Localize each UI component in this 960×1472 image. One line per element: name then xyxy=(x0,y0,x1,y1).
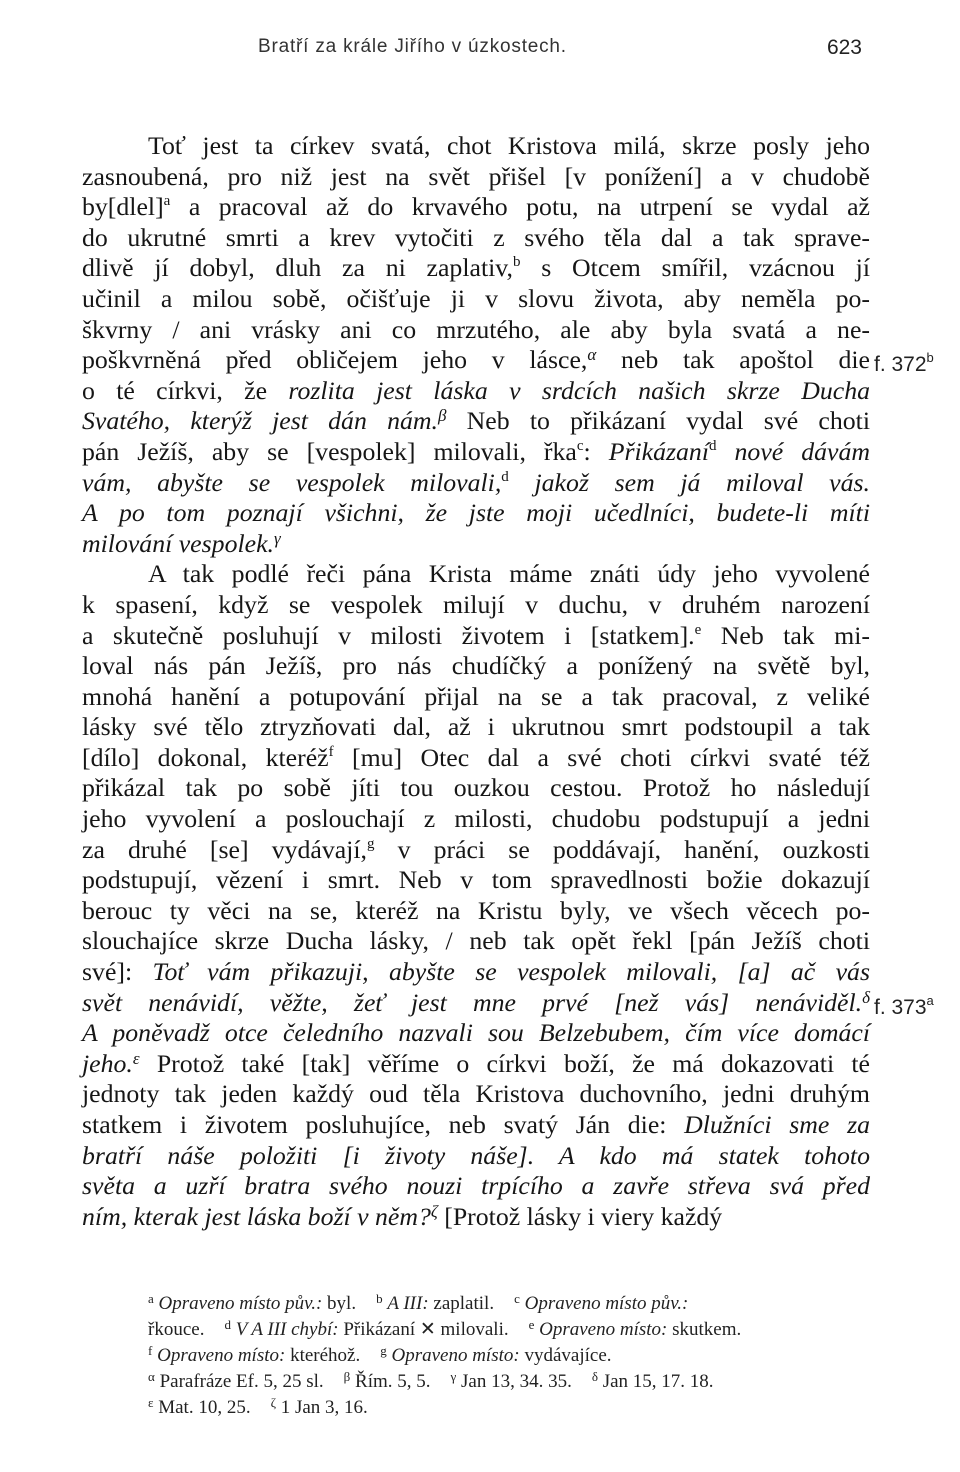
note-marker: α xyxy=(148,1369,155,1384)
text-run: své]: xyxy=(82,957,153,987)
text-line xyxy=(82,1141,870,1172)
text-line xyxy=(82,559,870,590)
text-run: Přikázaní xyxy=(608,436,710,466)
text-run: vydávajíce. xyxy=(519,1345,612,1366)
text-line xyxy=(82,498,870,529)
running-title: Bratří za krále Jiřího v úzkostech. xyxy=(258,36,567,57)
text-line xyxy=(82,376,870,407)
text-line xyxy=(82,988,870,1019)
text-run: berouc ty věci na se, kteréž na Kristu byly, ve všech věcech po- xyxy=(82,895,870,925)
footnote-line xyxy=(148,1317,888,1343)
text-line xyxy=(82,192,870,223)
text-line xyxy=(82,529,870,560)
text-run: rozlita jest láska v srdcích našich skrze Ducha xyxy=(288,375,870,405)
main-text xyxy=(82,131,870,1232)
text-line xyxy=(82,162,870,193)
text-run: Parafráze Ef. 5, 25 sl. xyxy=(154,1371,324,1392)
text-run: podstupují, vězení i smrt. Neb v tom spravedlnosti božie dokazují xyxy=(82,865,870,895)
text-line xyxy=(82,804,870,835)
text-line xyxy=(82,1049,870,1080)
note-marker: c xyxy=(514,1291,520,1306)
text-line xyxy=(82,621,870,652)
text-run: [dílo] dokonal, kteréž xyxy=(82,742,329,772)
text-run: slouchajíce skrze Ducha lásky, / neb tak opět řekl [pán Ježíš choti xyxy=(82,926,870,956)
text-run: s Otcem smířil, vzácnou jí xyxy=(520,253,870,283)
footnote-line xyxy=(148,1395,888,1421)
text-line xyxy=(82,468,870,499)
text-run: jednoty tak jeden každý oud těla Kristova duchovního, jedni druhým xyxy=(82,1079,870,1109)
text-run: Toť jest ta církev svatá, chot Kristova milá, skrze posly jeho xyxy=(148,131,870,160)
text-run: Opraveno místo pův.: xyxy=(158,1293,323,1314)
footnotes xyxy=(148,1291,888,1421)
text-line xyxy=(82,223,870,254)
note-marker: e xyxy=(528,1317,535,1332)
text-line xyxy=(82,773,870,804)
note-marker: β xyxy=(437,406,447,426)
margin-folio-note xyxy=(874,350,934,381)
note-marker: d xyxy=(224,1317,231,1332)
text-run: [mu] Otec dal a své choti církvi svaté též xyxy=(333,742,870,772)
text-run: Neb tak mi- xyxy=(701,620,870,650)
folio-label: f. 373 xyxy=(874,996,927,1019)
text-run: loval nás pán Ježíš, pro nás chudíčký a ponížený na světě byl, xyxy=(82,651,870,681)
note-marker: f xyxy=(328,743,334,760)
text-run: a skutečně posluhují v milosti životem i [statkem]. xyxy=(82,620,695,650)
text-run: : xyxy=(583,436,609,466)
text-run: škvrny / ani vrásky ani co mrzutého, ale aby byla svatá a ne- xyxy=(82,314,870,344)
text-run: Dlužníci sme za xyxy=(684,1110,871,1139)
text-run: kteréhož. xyxy=(285,1345,361,1366)
page-number: 623 xyxy=(826,36,862,59)
margin-folio-note xyxy=(874,993,934,1024)
text-run: v práci se poddávají, hanění, ouzkosti xyxy=(374,834,870,864)
text-run: za druhé [se] vydávají, xyxy=(82,834,367,864)
text-run: vám, abyšte se vespolek milovali, xyxy=(82,467,502,497)
note-marker: ζ xyxy=(270,1395,276,1410)
text-line xyxy=(82,1079,870,1110)
text-run: bratří náše položiti [i životy náše]. A kdo má statek tohoto xyxy=(82,1140,870,1170)
folio-sup: a xyxy=(926,993,934,1008)
text-line xyxy=(82,315,870,346)
text-run: zasnoubená, pro niž jest na svět přišel [v ponížení] a v chudobě xyxy=(82,161,870,191)
text-line xyxy=(82,253,870,284)
page-header xyxy=(258,36,862,66)
note-marker: f xyxy=(148,1343,153,1358)
text-run: 1 Jan 3, 16. xyxy=(275,1397,368,1418)
text-run: ním, kterak jest láska boží v něm? xyxy=(82,1201,431,1231)
text-line xyxy=(82,284,870,315)
text-run: A tak podlé řeči pána Krista máme znáti údy jeho vyvolené xyxy=(148,559,870,589)
text-run: Jan 13, 34. 35. xyxy=(456,1371,572,1392)
text-run: Mat. 10, 25. xyxy=(153,1397,251,1418)
text-line xyxy=(82,1202,870,1233)
folio-label: f. 372 xyxy=(874,353,927,376)
note-marker: ε xyxy=(148,1395,154,1410)
text-run: nové dávám xyxy=(716,436,870,466)
text-line xyxy=(82,590,870,621)
text-run: Opraveno místo: xyxy=(539,1319,668,1340)
text-run: Jan 15, 17. 18. xyxy=(597,1371,714,1392)
text-run: jeho. xyxy=(82,1048,133,1078)
note-marker: e xyxy=(694,621,702,638)
text-line xyxy=(82,896,870,927)
text-line xyxy=(82,1110,870,1141)
text-run: Přikázaní ✕ milovali. xyxy=(338,1319,509,1340)
text-run: jakož sem já miloval vás. xyxy=(508,467,870,497)
text-run: neb tak apoštol die xyxy=(596,345,870,375)
folio-sup: b xyxy=(926,350,934,365)
text-run: přikázal tak po sobě jíti tou ouzkou cestou. Protož ho následují xyxy=(82,773,870,803)
text-run: mnohá hanění a potupování přijal na se a tak pracoval, z veliké xyxy=(82,681,870,711)
text-line xyxy=(82,926,870,957)
note-marker: α xyxy=(587,345,597,365)
text-run: Neb to přikázaní vydal své choti xyxy=(446,406,870,436)
text-run: k spasení, když se vespolek milují v duchu, v druhém narození xyxy=(82,589,870,619)
text-run: A poněvadž otce čeledního nazvali sou Belzebubem, čím více domácí xyxy=(82,1018,870,1048)
text-run: svět nenávidí, věžte, žeť jest mne prvé [než vás] nenáviděl. xyxy=(82,987,863,1017)
text-run: poškvrněná před obličejem jeho v lásce, xyxy=(82,345,588,375)
footnote-line xyxy=(148,1343,888,1369)
text-run: milování vespolek. xyxy=(82,528,274,558)
text-run: jeho vyvolení a poslouchají z milosti, chudobu podstupují a jedni xyxy=(82,804,870,834)
note-marker: ε xyxy=(132,1048,140,1068)
text-run: o té církvi, že xyxy=(82,375,289,405)
text-run: A po tom poznají všichni, že jste moji učedlníci, budete-li míti xyxy=(82,498,870,528)
text-run: lásky své tělo ztryzňovati dal, až i ukrutnou smrt podstoupil a tak xyxy=(82,712,870,742)
note-marker: δ xyxy=(591,1369,598,1384)
text-run: A III: xyxy=(387,1293,429,1314)
text-run: Opraveno místo pův.: xyxy=(524,1293,689,1314)
text-run: Řím. 5, 5. xyxy=(350,1371,431,1392)
text-run: Opraveno místo: xyxy=(391,1345,520,1366)
text-line xyxy=(82,1171,870,1202)
text-run: učinil a milou sobě, očišťuje ji v slovu života, aby neměla po- xyxy=(82,283,870,313)
text-line xyxy=(82,406,870,437)
text-line xyxy=(82,682,870,713)
note-marker: d xyxy=(501,468,509,485)
text-run: by[dlel] xyxy=(82,192,164,222)
text-run: Toť vám přikazuji, abyšte se vespolek milovali, [a] ač vás xyxy=(152,957,870,987)
footnote-line xyxy=(148,1369,888,1395)
footnote-line xyxy=(148,1291,888,1317)
text-line xyxy=(82,957,870,988)
text-line xyxy=(82,835,870,866)
text-run: do ukrutné smrti a krev vytočiti z svého těla dal a tak sprave- xyxy=(82,222,870,252)
text-line xyxy=(82,131,870,162)
text-run: pán Ježíš, aby se [vespolek] milovali, řka xyxy=(82,436,577,466)
text-run: zaplatil. xyxy=(428,1293,495,1314)
note-marker: a xyxy=(163,193,171,210)
note-marker: a xyxy=(148,1291,154,1306)
text-run: Protož také [tak] věříme o církvi boží, že má dokazovati té xyxy=(139,1048,870,1078)
note-marker: δ xyxy=(862,987,870,1007)
text-line xyxy=(82,865,870,896)
text-line xyxy=(82,437,870,468)
text-run: Opraveno místo: xyxy=(157,1345,286,1366)
note-marker: g xyxy=(366,835,375,852)
note-marker: d xyxy=(709,437,717,454)
text-line xyxy=(82,743,870,774)
text-run: skutkem. xyxy=(667,1319,742,1340)
note-marker: b xyxy=(376,1291,383,1306)
text-line xyxy=(82,1018,870,1049)
text-run: [Protož lásky i viery každý xyxy=(437,1201,723,1231)
note-marker: b xyxy=(512,254,521,271)
note-marker: ζ xyxy=(430,1201,438,1221)
text-run: dlivě jí dobyl, dluh za ni zaplativ, xyxy=(82,253,513,283)
note-marker: γ xyxy=(450,1369,457,1384)
note-marker: γ xyxy=(273,528,281,548)
text-run: byl. xyxy=(322,1293,357,1314)
text-line xyxy=(82,345,870,376)
note-marker: c xyxy=(576,437,584,454)
note-marker: g xyxy=(380,1343,387,1358)
text-line xyxy=(82,651,870,682)
text-run: statkem i životem posluhujíce, neb svatý Ján die: xyxy=(82,1110,685,1139)
text-run: a pracoval až do krvavého potu, na utrpení se vydal až xyxy=(170,192,870,222)
text-line xyxy=(82,712,870,743)
note-marker: β xyxy=(343,1369,351,1384)
text-run: světa a uzří bratra svého nouzi trpícího a zavře střeva svá před xyxy=(82,1171,870,1201)
text-run: řkouce. xyxy=(148,1319,205,1340)
text-run: V A III chybí: xyxy=(235,1319,339,1340)
text-run: Svatého, kterýž jest dán nám. xyxy=(82,406,438,436)
